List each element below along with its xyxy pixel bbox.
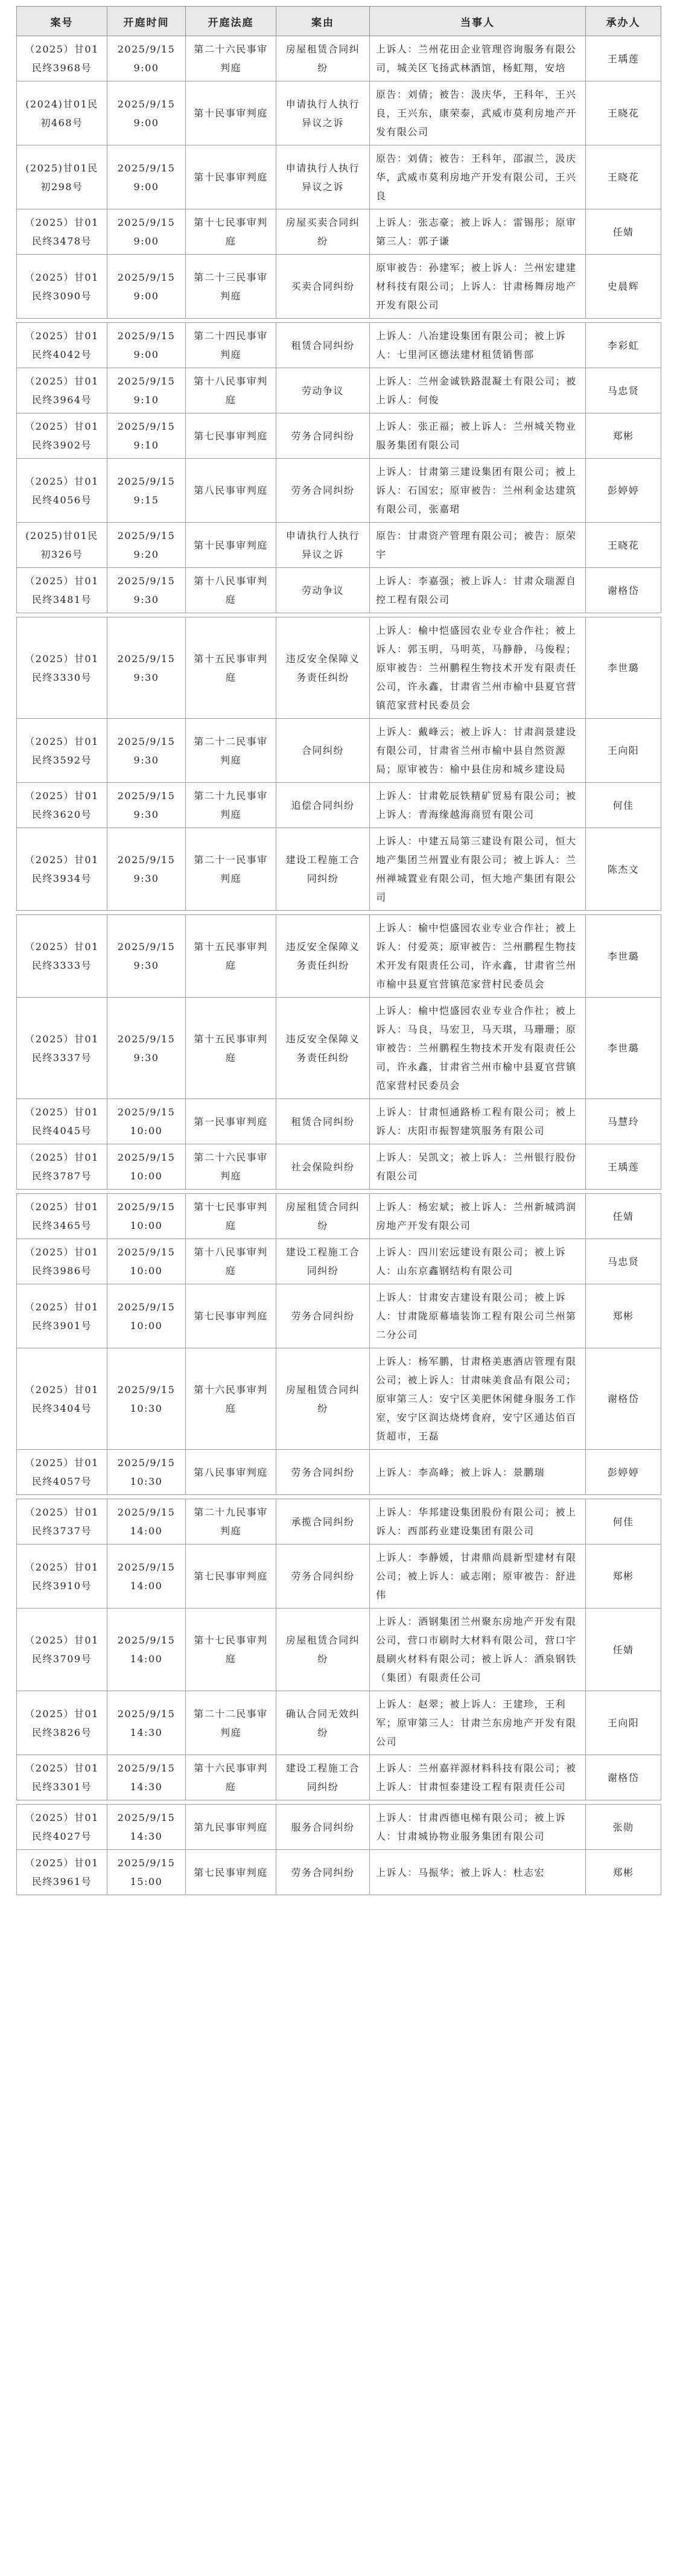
group-separator-cell: [17, 1800, 661, 1805]
judge-cell: 郑彬: [586, 1545, 661, 1608]
courtroom-cell: 第二十二民事审判庭: [186, 719, 276, 783]
header-parties: 当事人: [370, 7, 586, 36]
table-row: [17, 1284, 661, 1348]
hearing-time-cell: 2025/9/15 9:30: [107, 783, 186, 828]
case-number-cell: （2025）甘01民终3902号: [17, 413, 107, 459]
parties-cell: 上诉人：甘肃恒通路桥工程有限公司；被上诉人：庆阳市振智建筑服务有限公司: [370, 1099, 586, 1144]
parties-cell: 原审被告：孙建军；被上诉人：兰州宏建建材科技有限公司；上诉人：甘肃杨舞房地产开发有限公司: [370, 255, 586, 319]
hearing-time-cell: 2025/9/15 9:10: [107, 413, 186, 459]
case-cause-cell: 服务合同纠纷: [276, 1805, 370, 1850]
case-number-cell: （2025）甘01民终3478号: [17, 209, 107, 255]
case-cause-cell: 违反安全保障义务责任纠纷: [276, 915, 370, 998]
courtroom-cell: 第十民事审判庭: [186, 145, 276, 209]
judge-cell: 陈杰文: [586, 828, 661, 911]
header-case-no: 案号: [17, 7, 107, 36]
judge-cell: 何佳: [586, 783, 661, 828]
courtroom-cell: 第二十六民事审判庭: [186, 1144, 276, 1190]
table-row: [17, 323, 661, 368]
case-cause-cell: 劳务合同纠纷: [276, 413, 370, 459]
case-number-cell: （2025）甘01民终3901号: [17, 1284, 107, 1348]
judge-cell: 谢格岱: [586, 1348, 661, 1450]
judge-cell: 张勋: [586, 1805, 661, 1850]
courtroom-cell: 第二十一民事审判庭: [186, 828, 276, 911]
parties-cell: 原告：刘倩；被告：王科年，邵淑兰，汲庆华，武威市莫利房地产开发有限公司，王兴良: [370, 145, 586, 209]
courtroom-cell: 第二十二民事审判庭: [186, 1691, 276, 1755]
case-number-cell: （2025）甘01民终3934号: [17, 828, 107, 911]
courtroom-cell: 第七民事审判庭: [186, 1545, 276, 1608]
case-cause-cell: 承揽合同纠纷: [276, 1499, 370, 1545]
courtroom-cell: 第二十九民事审判庭: [186, 1499, 276, 1545]
case-cause-cell: 申请执行人执行异议之诉: [276, 523, 370, 568]
judge-cell: 马忠贤: [586, 368, 661, 413]
courtroom-cell: 第二十九民事审判庭: [186, 783, 276, 828]
hearing-time-cell: 2025/9/15 10:00: [107, 1144, 186, 1190]
table-body: [17, 36, 661, 1895]
case-number-cell: （2025）甘01民终3961号: [17, 1850, 107, 1895]
case-cause-cell: 确认合同无效纠纷: [276, 1691, 370, 1755]
judge-cell: 彭婷婷: [586, 1450, 661, 1495]
case-cause-cell: 房屋租赁合同纠纷: [276, 1608, 370, 1691]
hearing-time-cell: 2025/9/15 10:00: [107, 1099, 186, 1144]
parties-cell: 上诉人：张志豪；被上诉人：雷锡彤；原审第三人：郭子谦: [370, 209, 586, 255]
judge-cell: 郑彬: [586, 413, 661, 459]
header-time: 开庭时间: [107, 7, 186, 36]
table-row: [17, 209, 661, 255]
case-cause-cell: 建设工程施工合同纠纷: [276, 1239, 370, 1284]
table-row: [17, 998, 661, 1099]
courtroom-cell: 第八民事审判庭: [186, 459, 276, 523]
hearing-time-cell: 2025/9/15 9:00: [107, 255, 186, 319]
parties-cell: 上诉人：李高峰；被上诉人：景鹏瑞: [370, 1450, 586, 1495]
courtroom-cell: 第十七民事审判庭: [186, 1194, 276, 1239]
judge-cell: 谢格岱: [586, 1755, 661, 1800]
table-row: [17, 1608, 661, 1691]
case-cause-cell: 劳务合同纠纷: [276, 1284, 370, 1348]
table-row: [17, 1805, 661, 1850]
courtroom-cell: 第一民事审判庭: [186, 1099, 276, 1144]
header-judge: 承办人: [586, 7, 661, 36]
case-cause-cell: 合同纠纷: [276, 719, 370, 783]
group-separator: [17, 1800, 661, 1805]
parties-cell: 上诉人：酒钢集团兰州聚东房地产开发有限公司，营口市刷时大材料有限公司，营口宇晨刷火材料有限公司；被上诉人：酒泉钢铁（集团）有限责任公司: [370, 1608, 586, 1691]
courtroom-cell: 第十七民事审判庭: [186, 209, 276, 255]
table-row: [17, 1450, 661, 1495]
table-row: [17, 1348, 661, 1450]
table-row: [17, 828, 661, 911]
parties-cell: 上诉人：李嘉强；被上诉人：甘肃众瑞源自控工程有限公司: [370, 568, 586, 613]
hearing-time-cell: 2025/9/15 9:30: [107, 828, 186, 911]
table-row: [17, 783, 661, 828]
courtroom-cell: 第二十四民事审判庭: [186, 323, 276, 368]
parties-cell: 上诉人：榆中恺盛园农业专业合作社；被上诉人：付爱英；原审被告：兰州鹏程生物技术开发有限责任公司，许永鑫，甘肃省兰州市榆中县夏官营镇范家营村民委员会: [370, 915, 586, 998]
case-cause-cell: 买卖合同纠纷: [276, 255, 370, 319]
parties-cell: 上诉人：兰州花田企业管理咨询服务有限公司，城关区飞扬武林酒馆，杨虹翔，安培: [370, 36, 586, 81]
table-row: [17, 1691, 661, 1755]
hearing-time-cell: 2025/9/15 10:00: [107, 1284, 186, 1348]
header-court: 开庭法庭: [186, 7, 276, 36]
case-cause-cell: 租赁合同纠纷: [276, 323, 370, 368]
judge-cell: 李世璐: [586, 617, 661, 719]
hearing-time-cell: 2025/9/15 9:30: [107, 915, 186, 998]
case-number-cell: （2025）甘01民终3465号: [17, 1194, 107, 1239]
case-number-cell: (2025)甘01民初326号: [17, 523, 107, 568]
parties-cell: 上诉人：中建五局第三建设有限公司，恒大地产集团兰州置业有限公司；被上诉人：兰州禅城置业有限公司，恒大地产集团有限公司: [370, 828, 586, 911]
case-cause-cell: 劳务合同纠纷: [276, 1545, 370, 1608]
judge-cell: 王瑀莲: [586, 1144, 661, 1190]
hearing-time-cell: 2025/9/15 9:00: [107, 81, 186, 145]
table-row: [17, 1239, 661, 1284]
hearing-time-cell: 2025/9/15 9:00: [107, 36, 186, 81]
judge-cell: 彭婷婷: [586, 459, 661, 523]
group-separator: [17, 613, 661, 617]
hearing-time-cell: 2025/9/15 9:30: [107, 617, 186, 719]
hearing-time-cell: 2025/9/15 15:00: [107, 1850, 186, 1895]
hearing-time-cell: 2025/9/15 14:30: [107, 1805, 186, 1850]
courtroom-cell: 第七民事审判庭: [186, 413, 276, 459]
hearing-time-cell: 2025/9/15 9:00: [107, 145, 186, 209]
judge-cell: 任婧: [586, 209, 661, 255]
group-separator-cell: [17, 1495, 661, 1499]
table-row: [17, 1499, 661, 1545]
hearing-time-cell: 2025/9/15 9:30: [107, 719, 186, 783]
case-number-cell: （2025）甘01民终3737号: [17, 1499, 107, 1545]
courtroom-cell: 第八民事审判庭: [186, 1450, 276, 1495]
table-row: [17, 568, 661, 613]
case-number-cell: （2025）甘01民终3910号: [17, 1545, 107, 1608]
parties-cell: 上诉人：戴峰云；被上诉人：甘肃润景建设有限公司，甘肃省兰州市榆中县自然资源局；原审被告：榆中县住房和城乡建设局: [370, 719, 586, 783]
case-number-cell: （2025）甘01民终4027号: [17, 1805, 107, 1850]
hearing-time-cell: 2025/9/15 10:00: [107, 1239, 186, 1284]
case-cause-cell: 房屋买卖合同纠纷: [276, 209, 370, 255]
table-row: [17, 413, 661, 459]
case-number-cell: （2025）甘01民终4042号: [17, 323, 107, 368]
case-number-cell: （2025）甘01民终3481号: [17, 568, 107, 613]
hearing-time-cell: 2025/9/15 9:15: [107, 459, 186, 523]
judge-cell: 马慧玲: [586, 1099, 661, 1144]
judge-cell: 王瑀莲: [586, 36, 661, 81]
group-separator: [17, 1190, 661, 1194]
table-row: [17, 81, 661, 145]
case-number-cell: （2025）甘01民终3333号: [17, 915, 107, 998]
hearing-time-cell: 2025/9/15 10:30: [107, 1450, 186, 1495]
hearing-time-cell: 2025/9/15 14:00: [107, 1608, 186, 1691]
parties-cell: 上诉人：榆中恺盛园农业专业合作社；被上诉人：郭玉明，马明英，马静静，马俊程；原审被告：兰州鹏程生物技术开发有限责任公司，许永鑫，甘肃省兰州市榆中县夏官营镇范家营村民委员会: [370, 617, 586, 719]
parties-cell: 上诉人：杨军鹏，甘肃格美惠酒店管理有限公司；被上诉人：甘肃味美食品有限公司；原审第三人：安宁区美肥休闲健身服务工作室，安宁区润达烧烤食府，安宁区通达佰百货超市，王磊: [370, 1348, 586, 1450]
case-number-cell: （2025）甘01民终3826号: [17, 1691, 107, 1755]
judge-cell: 王晓花: [586, 81, 661, 145]
hearing-time-cell: 2025/9/15 14:00: [107, 1545, 186, 1608]
parties-cell: 上诉人：甘肃西德电梯有限公司；被上诉人：甘肃城协物业服务集团有限公司: [370, 1805, 586, 1850]
case-cause-cell: 劳务合同纠纷: [276, 1450, 370, 1495]
case-number-cell: （2025）甘01民终3090号: [17, 255, 107, 319]
courtroom-cell: 第七民事审判庭: [186, 1850, 276, 1895]
judge-cell: 何佳: [586, 1499, 661, 1545]
parties-cell: 上诉人：马振华；被上诉人：杜志宏: [370, 1850, 586, 1895]
table-row: [17, 1144, 661, 1190]
courtroom-cell: 第十六民事审判庭: [186, 1348, 276, 1450]
case-cause-cell: 社会保险纠纷: [276, 1144, 370, 1190]
parties-cell: 上诉人：兰州嘉祥源材料科技有限公司；被上诉人：甘肃恒泰建设工程有限责任公司: [370, 1755, 586, 1800]
judge-cell: 王向阳: [586, 719, 661, 783]
judge-cell: 谢格岱: [586, 568, 661, 613]
courtroom-cell: 第十五民事审判庭: [186, 915, 276, 998]
judge-cell: 李世璐: [586, 998, 661, 1099]
judge-cell: 郑彬: [586, 1850, 661, 1895]
table-row: [17, 1850, 661, 1895]
parties-cell: 上诉人：李静媛，甘肃鼎尚晨新型建材有限公司；被上诉人：戚志刚；原审被告：舒进伟: [370, 1545, 586, 1608]
case-cause-cell: 房屋租赁合同纠纷: [276, 36, 370, 81]
courtroom-cell: 第十八民事审判庭: [186, 568, 276, 613]
case-cause-cell: 违反安全保障义务责任纠纷: [276, 617, 370, 719]
courtroom-cell: 第十民事审判庭: [186, 523, 276, 568]
courtroom-cell: 第二十三民事审判庭: [186, 255, 276, 319]
case-number-cell: （2025）甘01民终3301号: [17, 1755, 107, 1800]
hearing-time-cell: 2025/9/15 14:30: [107, 1755, 186, 1800]
judge-cell: 李世璐: [586, 915, 661, 998]
table-row: [17, 1194, 661, 1239]
case-cause-cell: 申请执行人执行异议之诉: [276, 145, 370, 209]
case-number-cell: (2025)甘01民初298号: [17, 145, 107, 209]
group-separator-cell: [17, 911, 661, 915]
table-row: [17, 368, 661, 413]
courtroom-cell: 第十八民事审判庭: [186, 368, 276, 413]
case-cause-cell: 申请执行人执行异议之诉: [276, 81, 370, 145]
table-row: [17, 1545, 661, 1608]
case-number-cell: （2025）甘01民终3709号: [17, 1608, 107, 1691]
case-number-cell: （2025）甘01民终3964号: [17, 368, 107, 413]
group-separator: [17, 319, 661, 323]
parties-cell: 上诉人：华邦建设集团股份有限公司；被上诉人：西部药业建设集团有限公司: [370, 1499, 586, 1545]
case-cause-cell: 违反安全保障义务责任纠纷: [276, 998, 370, 1099]
parties-cell: 上诉人：甘肃安吉建设有限公司；被上诉人：甘肃陇原幕墙装饰工程有限公司兰州第二分公司: [370, 1284, 586, 1348]
judge-cell: 任婧: [586, 1194, 661, 1239]
hearing-time-cell: 2025/9/15 9:10: [107, 368, 186, 413]
hearing-time-cell: 2025/9/15 9:00: [107, 209, 186, 255]
case-cause-cell: 追偿合同纠纷: [276, 783, 370, 828]
table-row: [17, 459, 661, 523]
group-separator: [17, 911, 661, 915]
courtroom-cell: 第十七民事审判庭: [186, 1608, 276, 1691]
hearing-schedule-sheet: [16, 6, 661, 1895]
case-cause-cell: 建设工程施工合同纠纷: [276, 828, 370, 911]
header-cause: 案由: [276, 7, 370, 36]
courtroom-cell: 第十五民事审判庭: [186, 617, 276, 719]
case-number-cell: （2025）甘01民终3986号: [17, 1239, 107, 1284]
judge-cell: 王晓花: [586, 145, 661, 209]
table-row: [17, 915, 661, 998]
parties-cell: 原告：刘倩；被告：汲庆华，王科年，王兴良，王兴东，康荣泰，武威市莫利房地产开发有限公司: [370, 81, 586, 145]
parties-cell: 上诉人：兰州金诚铁路混凝土有限公司；被上诉人：何俊: [370, 368, 586, 413]
table-row: [17, 1755, 661, 1800]
hearing-time-cell: 2025/9/15 10:00: [107, 1194, 186, 1239]
table-row: [17, 719, 661, 783]
parties-cell: 上诉人：甘肃第三建设集团有限公司；被上诉人：石国宏；原审被告：兰州利金达建筑有限公司，张嘉珺: [370, 459, 586, 523]
courtroom-cell: 第九民事审判庭: [186, 1805, 276, 1850]
parties-cell: 上诉人：张正福；被上诉人：兰州城关物业服务集团有限公司: [370, 413, 586, 459]
parties-cell: 上诉人：赵翠；被上诉人：王建珍，王利军；原审第三人：甘肃兰东房地产开发有限公司: [370, 1691, 586, 1755]
table-row: [17, 36, 661, 81]
table-row: [17, 255, 661, 319]
hearing-schedule-table: [16, 6, 661, 1895]
hearing-time-cell: 2025/9/15 14:30: [107, 1691, 186, 1755]
parties-cell: 上诉人：榆中恺盛园农业专业合作社；被上诉人：马良，马宏卫，马天琪，马珊珊；原审被告：兰州鹏程生物技术开发有限责任公司，许永鑫，甘肃省兰州市榆中县夏官营镇范家营村民委员会: [370, 998, 586, 1099]
hearing-time-cell: 2025/9/15 9:30: [107, 568, 186, 613]
case-number-cell: (2024)甘01民初468号: [17, 81, 107, 145]
case-cause-cell: 租赁合同纠纷: [276, 1099, 370, 1144]
case-number-cell: （2025）甘01民终3787号: [17, 1144, 107, 1190]
case-number-cell: （2025）甘01民终4057号: [17, 1450, 107, 1495]
table-header-row: [17, 7, 661, 36]
parties-cell: 原告：甘肃资产管理有限公司；被告：原荣宇: [370, 523, 586, 568]
case-cause-cell: 劳务合同纠纷: [276, 1850, 370, 1895]
courtroom-cell: 第十八民事审判庭: [186, 1239, 276, 1284]
case-number-cell: （2025）甘01民终3404号: [17, 1348, 107, 1450]
hearing-time-cell: 2025/9/15 10:30: [107, 1348, 186, 1450]
hearing-time-cell: 2025/9/15 9:00: [107, 323, 186, 368]
judge-cell: 任婧: [586, 1608, 661, 1691]
case-number-cell: （2025）甘01民终3592号: [17, 719, 107, 783]
table-row: [17, 617, 661, 719]
case-cause-cell: 房屋租赁合同纠纷: [276, 1348, 370, 1450]
case-cause-cell: 建设工程施工合同纠纷: [276, 1755, 370, 1800]
judge-cell: 李彩虹: [586, 323, 661, 368]
case-number-cell: （2025）甘01民终4056号: [17, 459, 107, 523]
courtroom-cell: 第十五民事审判庭: [186, 998, 276, 1099]
case-cause-cell: 劳动争议: [276, 568, 370, 613]
courtroom-cell: 第七民事审判庭: [186, 1284, 276, 1348]
judge-cell: 王向阳: [586, 1691, 661, 1755]
group-separator-cell: [17, 613, 661, 617]
judge-cell: 王晓花: [586, 523, 661, 568]
case-cause-cell: 劳务合同纠纷: [276, 459, 370, 523]
parties-cell: 上诉人：四川宏远建设有限公司；被上诉人：山东京鑫钢结构有限公司: [370, 1239, 586, 1284]
parties-cell: 上诉人：吴凯文；被上诉人：兰州银行股份有限公司: [370, 1144, 586, 1190]
case-number-cell: （2025）甘01民终4045号: [17, 1099, 107, 1144]
parties-cell: 上诉人：甘肃乾辰铁精矿贸易有限公司；被上诉人：青海缘越海商贸有限公司: [370, 783, 586, 828]
hearing-time-cell: 2025/9/15 9:20: [107, 523, 186, 568]
case-number-cell: （2025）甘01民终3620号: [17, 783, 107, 828]
judge-cell: 马忠贤: [586, 1239, 661, 1284]
case-number-cell: （2025）甘01民终3337号: [17, 998, 107, 1099]
courtroom-cell: 第二十六民事审判庭: [186, 36, 276, 81]
group-separator: [17, 1495, 661, 1499]
judge-cell: 郑彬: [586, 1284, 661, 1348]
table-row: [17, 523, 661, 568]
table-row: [17, 145, 661, 209]
judge-cell: 史晨辉: [586, 255, 661, 319]
table-row: [17, 1099, 661, 1144]
case-cause-cell: 房屋租赁合同纠纷: [276, 1194, 370, 1239]
group-separator-cell: [17, 1190, 661, 1194]
case-cause-cell: 劳动争议: [276, 368, 370, 413]
case-number-cell: （2025）甘01民终3968号: [17, 36, 107, 81]
parties-cell: 上诉人：八冶建设集团有限公司；被上诉人：七里河区德法建材租赁销售部: [370, 323, 586, 368]
parties-cell: 上诉人：杨宏斌；被上诉人：兰州新城鸿润房地产开发有限公司: [370, 1194, 586, 1239]
hearing-time-cell: 2025/9/15 14:00: [107, 1499, 186, 1545]
case-number-cell: （2025）甘01民终3330号: [17, 617, 107, 719]
hearing-time-cell: 2025/9/15 9:30: [107, 998, 186, 1099]
courtroom-cell: 第十六民事审判庭: [186, 1755, 276, 1800]
group-separator-cell: [17, 319, 661, 323]
courtroom-cell: 第十民事审判庭: [186, 81, 276, 145]
